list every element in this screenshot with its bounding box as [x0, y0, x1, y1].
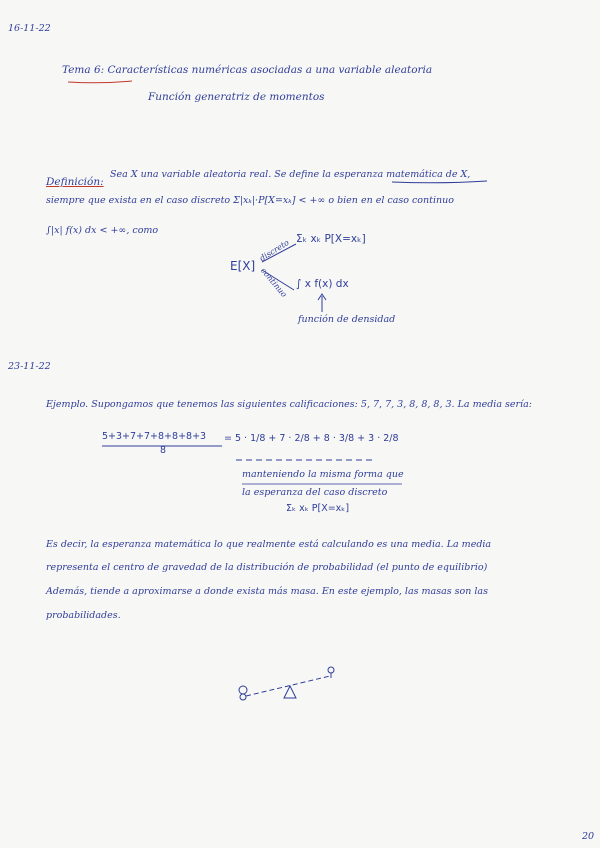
density-arrow: [318, 294, 326, 312]
explanation-line-4: probabilidades.: [46, 610, 121, 621]
definition-label: Definición:: [46, 176, 104, 188]
header-date: 16-11-22: [8, 23, 51, 34]
title-underline: [68, 81, 132, 83]
title-line-1: Tema 6: Características numéricas asociadas a una variable aleatoria: [62, 64, 433, 76]
branch-continuous-arrow: [262, 270, 294, 290]
title-line-2: Función generatriz de momentos: [148, 91, 325, 103]
note-line-2: la esperanza del caso discreto: [242, 487, 388, 498]
note-line-1: manteniendo la misma forma que: [242, 469, 404, 480]
weighted-expression: = 5 · 1/8 + 7 · 2/8 + 8 · 3/8 + 3 · 2/8: [224, 433, 399, 444]
explanation-line-2: representa el centro de gravedad de la distribución de probabilidad (el punto de equilibrio): [46, 562, 488, 573]
example-date: 23-11-22: [8, 361, 51, 372]
branch-continuous-label: continuo: [258, 266, 289, 299]
fraction-numerator: 5+3+7+7+8+8+8+3: [102, 431, 207, 442]
branch-discrete-arrow: [262, 244, 296, 262]
example-intro: Ejemplo. Supongamos que tenemos las siguientes calificaciones: 5, 7, 7, 3, 8, 8, 8, 3. La media sería:: [46, 399, 532, 410]
page-number: 20: [582, 831, 595, 842]
expectation-symbol: E[X]: [230, 259, 256, 273]
branch-discrete-label: discreto: [258, 237, 291, 264]
discrete-expression: Σₖ xₖ P[X=xₖ]: [296, 233, 366, 245]
definition-line-3: ∫|x| f(x) dx < +∞, como: [46, 225, 159, 236]
definition-line-2: siempre que exista en el caso discreto Σ|xₖ|·P[X=xₖ] < +∞ o bien en el caso continuo: [46, 195, 454, 206]
keyword-underline: [392, 181, 487, 183]
note-formula: Σₖ xₖ P[X=xₖ]: [286, 503, 350, 514]
explanation-line-1: Es decir, la esperanza matemática lo que realmente está calculando es una media. La media: [46, 539, 492, 550]
density-function-label: función de densidad: [298, 314, 396, 325]
balance-sketch-icon: [239, 667, 334, 700]
definition-line-1: Sea X una variable aleatoria real. Se define la esperanza matemática de X,: [110, 169, 471, 180]
explanation-line-3: Además, tiende a aproximarse a donde exista más masa. En este ejemplo, las masas son las: [46, 586, 488, 597]
fraction-denominator: 8: [160, 445, 167, 456]
continuous-expression: ∫ x f(x) dx: [296, 278, 349, 290]
